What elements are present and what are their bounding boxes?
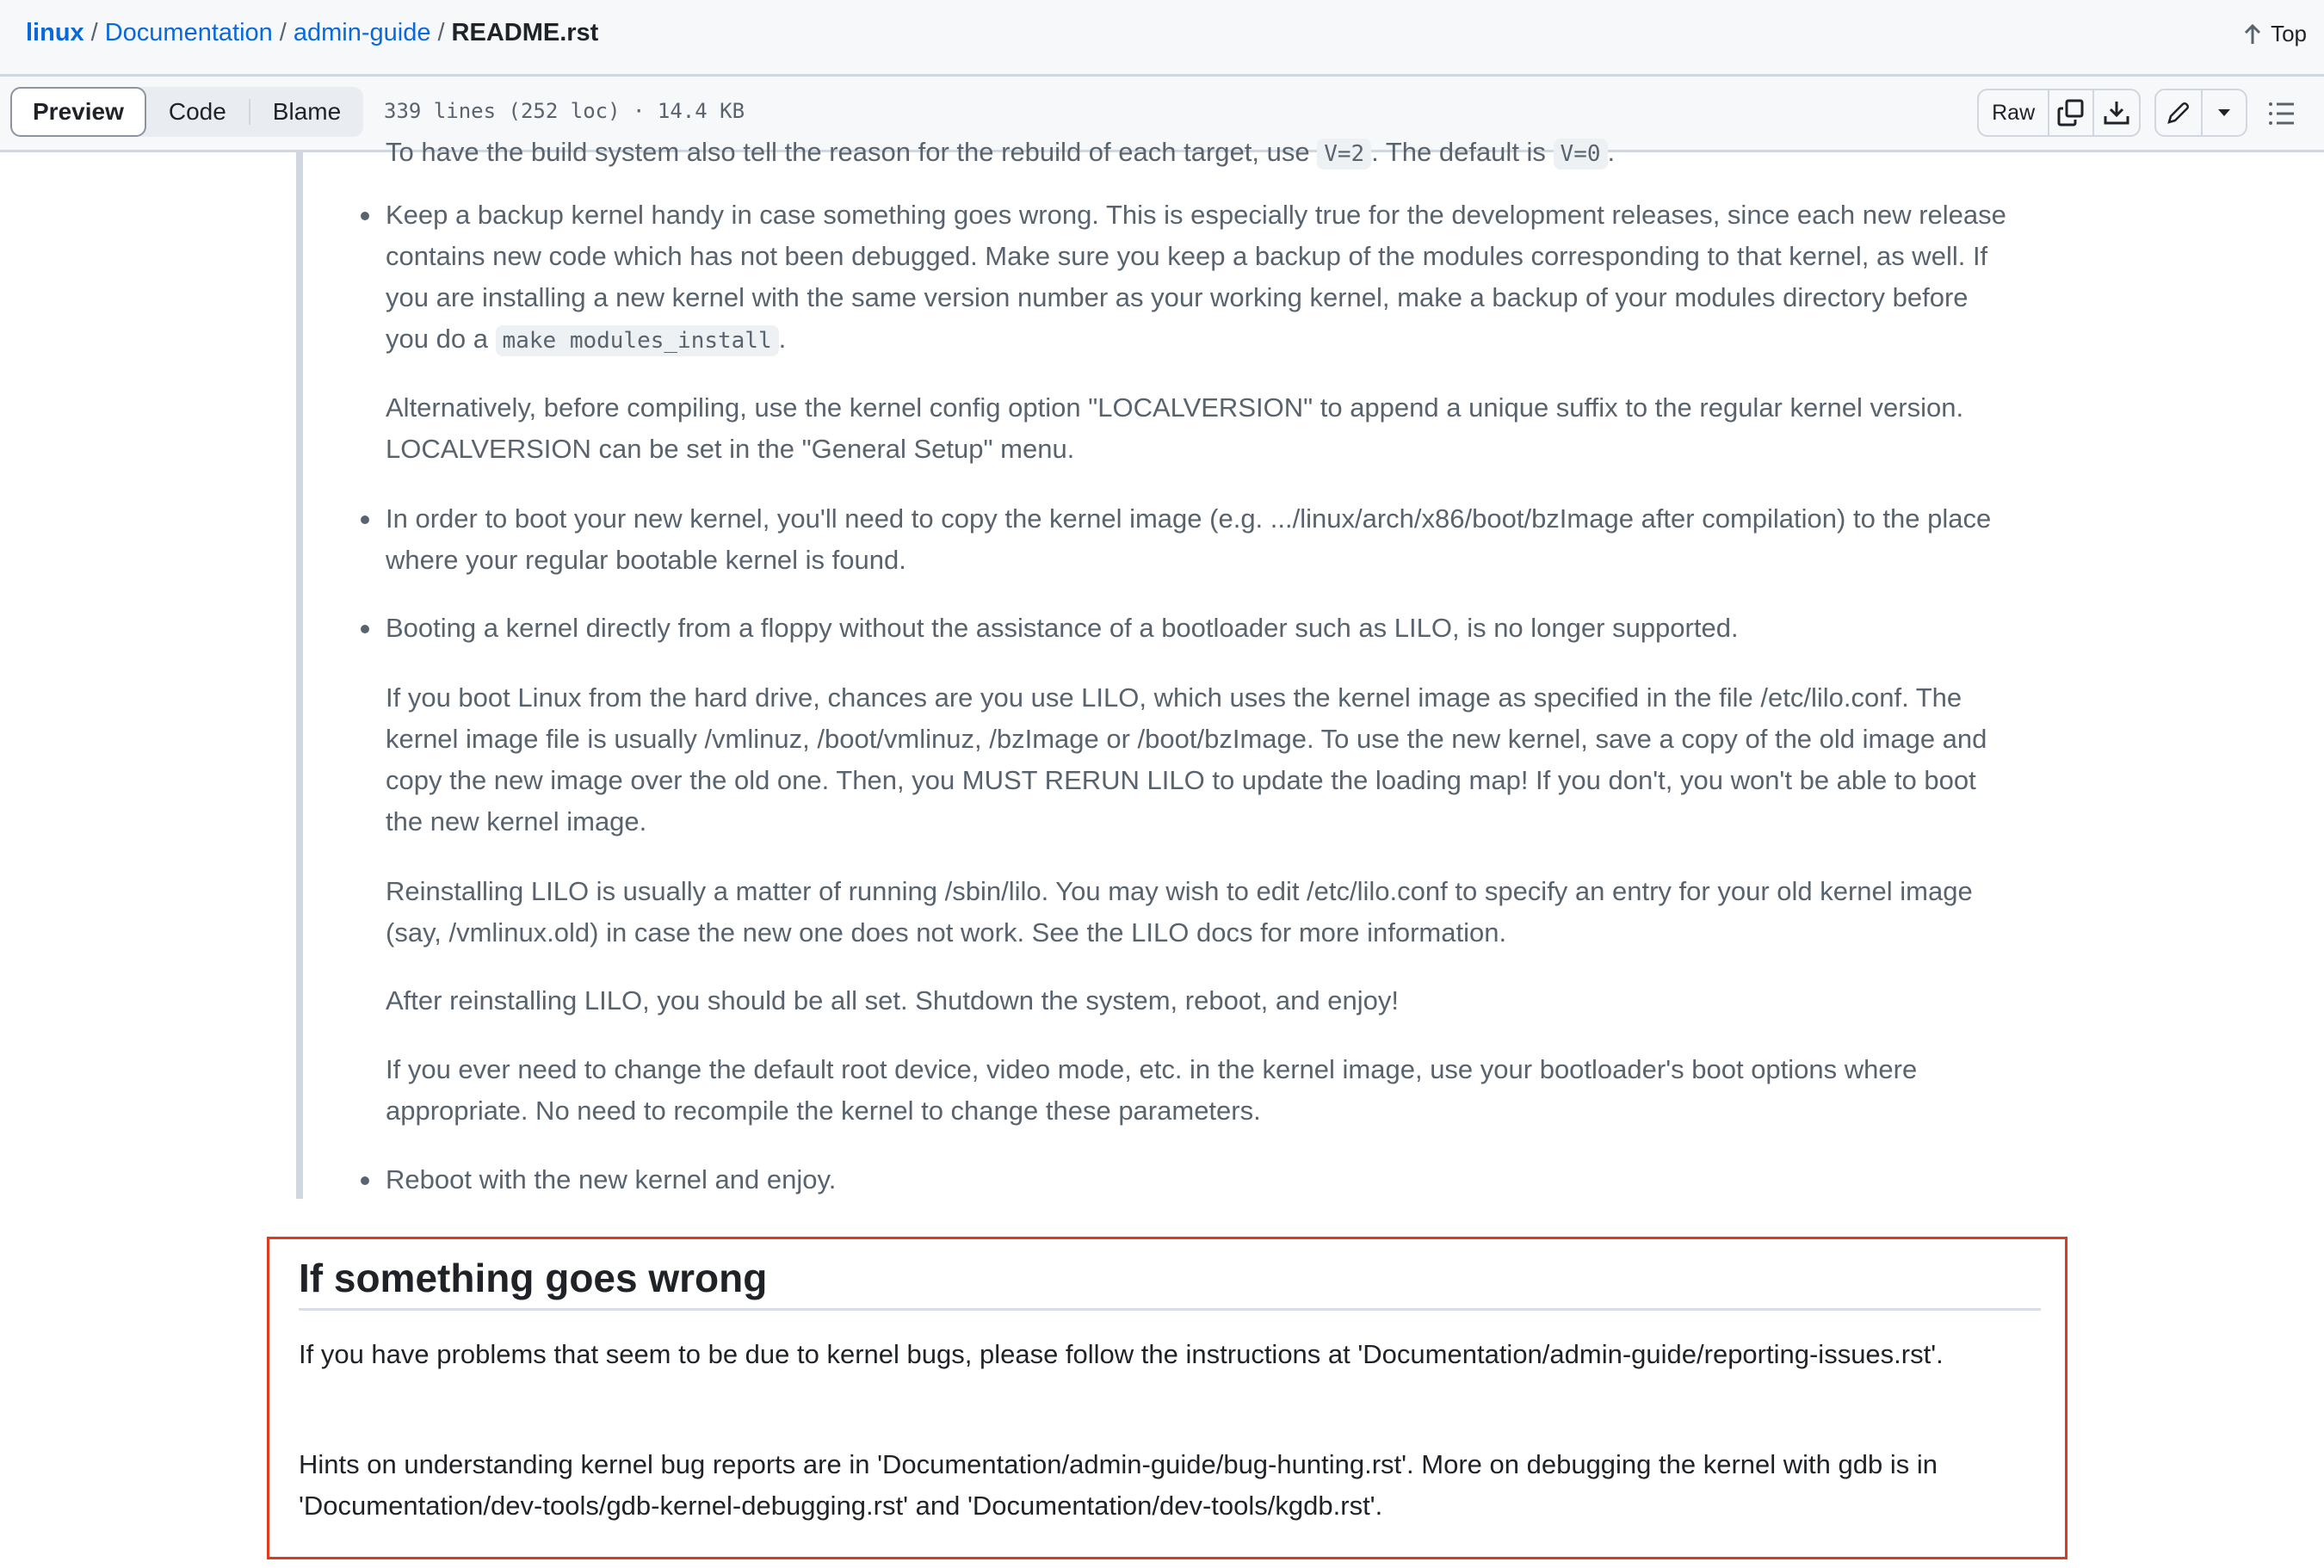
file-meta: 339 lines (252 loc) · 14.4 KB — [384, 99, 745, 123]
paragraph: After reinstalling LILO, you should be all set. Shutdown the system, reboot, and enjoy! — [386, 985, 1399, 1015]
list-item: Reboot with the new kernel and enjoy. — [386, 1164, 837, 1195]
paragraph: If you ever need to change the default root device, video mode, etc. in the kernel image, use your bootloader's boot options where appropriate. No need to recompile the kernel to change these parameters. — [386, 1054, 1918, 1126]
caret-down-icon — [2217, 108, 2231, 117]
copy-raw-button[interactable] — [2049, 90, 2094, 135]
section-paragraph: If you have problems that seem to be due to kernel bugs, please follow the instructions at 'Documentation/admin-guide/reporting-issues.rst'. — [299, 1339, 1944, 1369]
section-paragraph: Hints on understanding kernel bug reports are in 'Documentation/admin-guide/bug-hunting.rst'. More on debugging the kernel with gdb is in 'Documentation/dev-tools/gdb-kernel-debugging.rst' and 'Documentation/dev-tools/kgdb.rst'. — [299, 1449, 1938, 1521]
highlighted-section — [267, 1237, 2067, 1559]
breadcrumb-link-documentation[interactable]: Documentation — [104, 19, 273, 46]
breadcrumb-separator: / — [279, 19, 287, 46]
breadcrumb-link-admin-guide[interactable]: admin-guide — [293, 19, 431, 46]
partial-text: . — [1607, 137, 1616, 167]
breadcrumb-current-file: README.rst — [451, 19, 599, 46]
breadcrumb — [26, 19, 598, 47]
tab-preview[interactable]: Preview — [10, 87, 146, 137]
copy-icon — [2056, 98, 2086, 127]
paragraph: If you boot Linux from the hard drive, chances are you use LILO, which uses the kernel image as specified in the file /etc/lilo.conf. The kernel image file is usually /vmlinuz, /boot/vmlinuz, /bzImage or /boot/bzImage. To use the new kernel, save a copy of the old image and copy the new image over the old one. Then, you MUST RERUN LILO to update the loading map! If you don't, you won't be able to boot the new kernel image. — [386, 682, 1987, 836]
paragraph: Alternatively, before compiling, use the kernel config option "LOCALVERSION" to append a unique suffix to the regular kernel version. LOCALVERSION can be set in the "General Setup" menu. — [386, 392, 1964, 464]
heading-divider — [299, 1308, 2041, 1311]
list-item-text: Keep a backup kernel handy in case something goes wrong. This is especially true for the development releases, since each new release contains new code which has not been debugged. Make sure you keep a backup of the modules corresponding to that kernel, as well. If you are installing a new kernel with the same version number as your working kernel, make a backup of your modules directory before you do a — [386, 200, 2006, 354]
partial-text: . The default is — [1371, 137, 1554, 167]
bullet-marker — [361, 515, 369, 524]
bullet-marker — [361, 1176, 369, 1185]
list-icon — [2267, 99, 2296, 128]
edit-button[interactable] — [2156, 90, 2203, 135]
blockquote-border — [296, 152, 303, 1199]
inline-code: V=0 — [1554, 139, 1608, 170]
edit-dropdown-button[interactable] — [2203, 90, 2246, 135]
pencil-icon — [2166, 100, 2191, 126]
raw-button[interactable]: Raw — [1979, 90, 2049, 135]
breadcrumb-separator: / — [437, 19, 445, 46]
section-heading: If something goes wrong — [299, 1256, 768, 1300]
list-item: In order to boot your new kernel, you'll need to copy the kernel image (e.g. .../linux/arch/x86/boot/bzImage after compilation) to the place where your regular bootable kernel is found. — [386, 503, 1992, 575]
download-button[interactable] — [2094, 90, 2139, 135]
outline-button[interactable] — [2267, 99, 2296, 128]
list-item — [386, 194, 2012, 361]
tab-code[interactable]: Code — [168, 98, 226, 125]
top-button[interactable] — [2243, 21, 2307, 47]
tab-blame[interactable]: Blame — [272, 98, 342, 125]
list-item-text: . — [778, 324, 787, 354]
partial-text: To have the build system also tell the reason for the rebuild of each target, use — [386, 137, 1318, 167]
arrow-up-icon — [2243, 23, 2262, 46]
file-header — [0, 0, 2324, 77]
bullet-marker — [361, 625, 369, 633]
inline-code: make modules_install — [496, 325, 779, 356]
readme-content — [0, 137, 2324, 1568]
inline-code: V=2 — [1317, 139, 1371, 170]
download-icon — [2103, 99, 2130, 127]
top-label: Top — [2271, 21, 2307, 46]
breadcrumb-separator: / — [90, 19, 98, 46]
raw-actions-group — [1977, 89, 2141, 137]
bullet-marker — [361, 212, 369, 220]
paragraph: Reinstalling LILO is usually a matter of running /sbin/lilo. You may wish to edit /etc/lilo.conf to specify an entry for your old kernel image (say, /vmlinux.old) in case the new one does not work. See the LILO docs for more information. — [386, 876, 1973, 948]
breadcrumb-link-repo[interactable]: linux — [26, 19, 84, 46]
edit-actions-group — [2154, 89, 2247, 137]
view-mode-segmented-control — [10, 87, 363, 137]
partial-paragraph — [386, 132, 2012, 175]
list-item: Booting a kernel directly from a floppy without the assistance of a bootloader such as LILO, is no longer supported. — [386, 613, 1739, 643]
